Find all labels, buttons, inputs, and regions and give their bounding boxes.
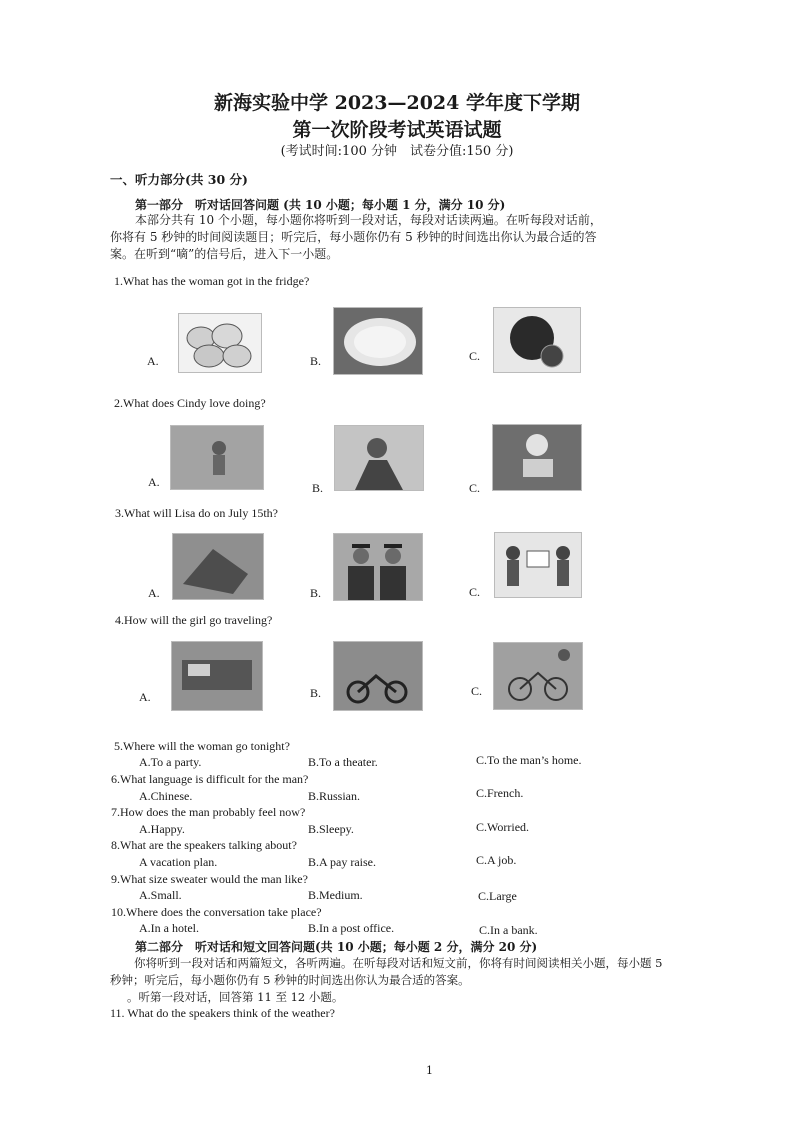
q5-option-a: A.To a party. [139,755,202,769]
q10-option-a: A.In a hotel. [139,921,199,935]
question-1: 1.What has the woman got in the fridge? [114,274,310,288]
q7-option-c: C.Worried. [476,820,530,834]
exam-title: 新海实验中学 2023—2024 学年度下学期 [214,92,580,114]
question-8: 8.What are the speakers talking about? [111,838,297,852]
q1-option-a-label: A. [147,354,159,368]
q4-option-b-label: B. [310,686,322,700]
q7-option-b: B.Sleepy. [308,822,354,836]
q6-option-a: A.Chinese. [139,789,193,803]
q10-option-b: B.In a post office. [308,921,395,935]
q4-option-c-label: C. [471,684,483,698]
question-5: 5.Where will the woman go tonight? [114,739,290,753]
q2-option-b-label: B. [312,481,324,495]
part1-instruction-line1: 本部分共有 10 个小题，每小题你将听到一段对话，每段对话读两遍。在听每段对话前， [135,213,602,227]
q1-option-b-label: B. [310,354,322,368]
q3-graduation-image [333,533,423,601]
part2-instruction-line2: 秒钟；听完后，每小题你仍有 5 秒钟的时间选出你认为最合适的答案。 [110,973,470,987]
q5-option-b: B.To a theater. [308,755,378,769]
q2-activity-b-image [334,425,424,491]
q8-option-a: A vacation plan. [139,855,218,869]
q1-cake-image [493,307,581,373]
q4-transport-a-image [171,641,263,711]
part2-instruction-line1: 你将听到一段对话和两篇短文，各听两遍。在听每段对话和短文前，你将有时间阅读相关小题，每小题 5 [134,956,663,970]
exam-info: (考试时间:100 分钟 试卷分值:150 分) [280,144,514,159]
q8-option-c: C.A job. [476,853,517,867]
page-number: 1 [426,1064,433,1077]
question-10: 10.Where does the conversation take place? [111,905,322,919]
question-2: 2.What does Cindy love doing? [114,396,266,410]
exam-subtitle: 第一次阶段考试英语试题 [292,119,502,141]
q3-meeting-image [494,532,582,598]
q5-option-c: C.To the man’s home. [476,753,582,767]
q2-activity-a-image [170,425,264,490]
question-6: 6.What language is difficult for the man? [111,772,309,786]
q1-eggs-image [178,313,262,373]
q4-option-a-label: A. [139,690,151,704]
q2-reading-image [492,424,582,491]
question-9: 9.What size sweater would the man like? [111,872,308,886]
q8-option-b: B.A pay raise. [308,855,376,869]
q3-option-c-label: C. [469,585,481,599]
q2-option-c-label: C. [469,481,481,495]
q9-option-c: C.Large [478,889,517,903]
q3-option-b-label: B. [310,586,322,600]
question-3: 3.What will Lisa do on July 15th? [115,506,278,520]
part2-heading: 第二部分 听对话和短文回答问题(共 10 小题；每小题 2 分，满分 20 分) [135,940,538,954]
question-4: 4.How will the girl go traveling? [115,613,273,627]
q4-motorbike-image [333,641,423,711]
q3-activity-a-image [172,533,264,600]
q6-option-b: B.Russian. [308,789,361,803]
part2-instruction-line3: 。听第一段对话，回答第 11 至 12 小题。 [127,990,344,1004]
question-11: 11. What do the speakers think of the weather? [110,1006,335,1020]
q9-option-b: B.Medium. [308,888,363,902]
q1-option-c-label: C. [469,349,481,363]
part1-heading: 第一部分 听对话回答问题 (共 10 小题；每小题 1 分，满分 10 分) [135,198,506,212]
q4-bicycle-image [493,642,583,710]
part1-instruction-line3: 案。在听到“嘀”的信号后，进入下一小题。 [110,247,339,261]
q1-rice-image [333,307,423,375]
section-heading-listening: 一、听力部分(共 30 分) [110,172,248,187]
q3-option-a-label: A. [148,586,160,600]
q6-option-c: C.French. [476,786,524,800]
q9-option-a: A.Small. [139,888,182,902]
q10-option-c: C.In a bank. [479,923,538,937]
question-7: 7.How does the man probably feel now? [111,805,306,819]
part1-instruction-line2: 你将有 5 秒钟的时间阅读题目；听完后，每小题你仍有 5 秒钟的时间选出你认为最合适的答 [110,230,597,244]
q2-option-a-label: A. [148,475,160,489]
q7-option-a: A.Happy. [139,822,185,836]
